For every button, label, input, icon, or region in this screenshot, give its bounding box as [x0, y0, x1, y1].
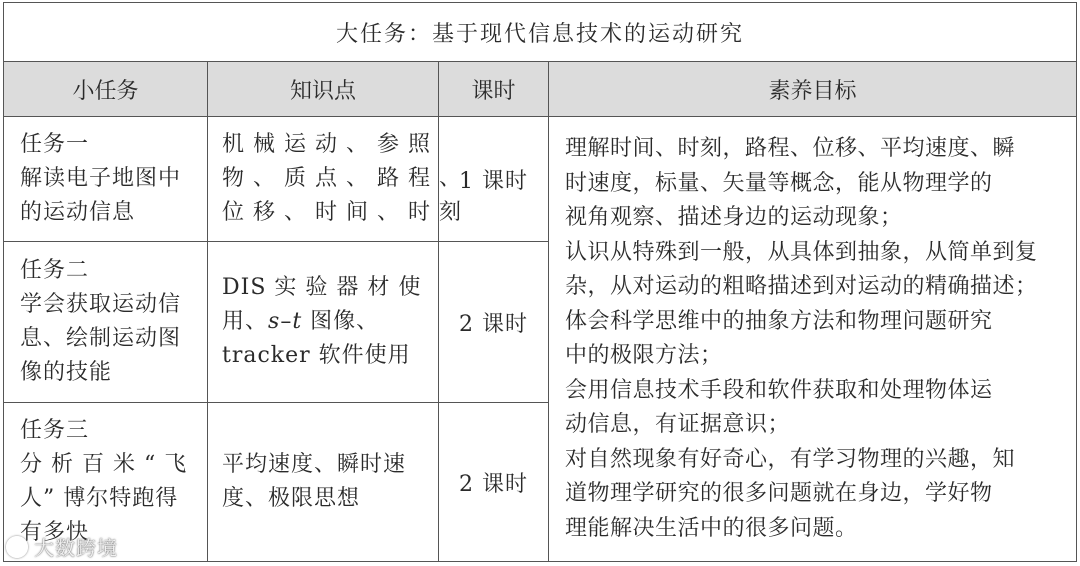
knowledge-cell	[208, 117, 462, 242]
task-line: 任务三	[20, 418, 90, 443]
watermark-text: 大数跨境	[34, 536, 118, 560]
knowledge-line: 位 移 、 时 间 、 时 刻	[222, 200, 462, 225]
goal-cell	[549, 117, 1077, 562]
goal-line: 杂，从对运动的粗略描述到对运动的精确描述；	[565, 274, 1038, 299]
knowledge-cell	[208, 403, 439, 562]
knowledge-text: 用、	[222, 309, 269, 334]
goal-line: 理解时间、时刻，路程、位移、平均速度、瞬	[565, 136, 1016, 161]
goal-line: 道物理学研究的很多问题就在身边，学好物	[565, 481, 993, 506]
header-goal: 素养目标	[549, 62, 1077, 117]
task-line: 息、绘制运动图	[20, 326, 182, 351]
task-cell	[4, 117, 208, 242]
knowledge-line	[222, 305, 428, 339]
task-line: 解读电子地图中	[20, 166, 182, 191]
knowledge-line: tracker 软件使用	[222, 343, 411, 368]
goal-line: 会用信息技术手段和软件获取和处理物体运	[565, 377, 993, 403]
knowledge-line: DIS 实 验 器 材 使	[222, 275, 422, 300]
watermark	[6, 532, 118, 561]
hours-cell: 2 课时	[439, 403, 549, 562]
knowledge-var-t: t	[292, 309, 303, 334]
course-table	[3, 2, 1077, 562]
task-line: 任务一	[20, 132, 90, 157]
task-cell	[4, 242, 208, 403]
knowledge-dash: –	[280, 309, 293, 334]
watermark-logo-icon	[6, 536, 28, 558]
task-line: 学会获取运动信	[20, 292, 182, 317]
header-row	[4, 62, 1077, 117]
task-line: 分 析 百 米 “ 飞	[20, 452, 188, 477]
task-line: 任务二	[20, 258, 90, 283]
goal-line: 理能解决生活中的很多问题。	[565, 515, 858, 541]
knowledge-line: 机 械 运 动 、 参 照	[222, 132, 431, 157]
hours-cell: 2 课时	[439, 242, 549, 403]
task-line: 有多快	[20, 520, 90, 545]
header-hours: 课时	[439, 62, 549, 117]
task-line: 人” 博尔特跑得	[20, 486, 179, 511]
table-title: 大任务：基于现代信息技术的运动研究	[4, 3, 1077, 62]
header-task: 小任务	[4, 62, 208, 117]
goal-line: 认识从特殊到一般，从具体到抽象，从简单到复	[565, 239, 1038, 265]
goal-line: 体会科学思维中的抽象方法和物理问题研究	[565, 308, 993, 334]
knowledge-line: 度、极限思想	[222, 486, 361, 511]
knowledge-line: 平均速度、瞬时速	[222, 452, 407, 477]
knowledge-cell	[208, 242, 439, 403]
goal-line: 对自然现象有好奇心，有学习物理的兴趣，知	[565, 446, 1016, 472]
goal-line: 动信息，有证据意识；	[565, 412, 791, 437]
table-row	[4, 117, 1077, 242]
goal-line: 视角观察、描述身边的运动现象；	[565, 205, 903, 230]
knowledge-text: 图像、	[302, 309, 380, 334]
header-knowledge: 知识点	[208, 62, 439, 117]
knowledge-var-s: s	[268, 309, 281, 334]
task-line: 的运动信息	[20, 200, 136, 225]
knowledge-line: 物 、 质 点 、 路 程 、	[222, 166, 462, 191]
hours-cell: 1 课时	[439, 117, 549, 242]
goal-line: 时速度，标量、矢量等概念，能从物理学的	[565, 170, 993, 196]
task-line: 像的技能	[20, 360, 113, 385]
goal-line: 中的极限方法；	[565, 343, 723, 368]
